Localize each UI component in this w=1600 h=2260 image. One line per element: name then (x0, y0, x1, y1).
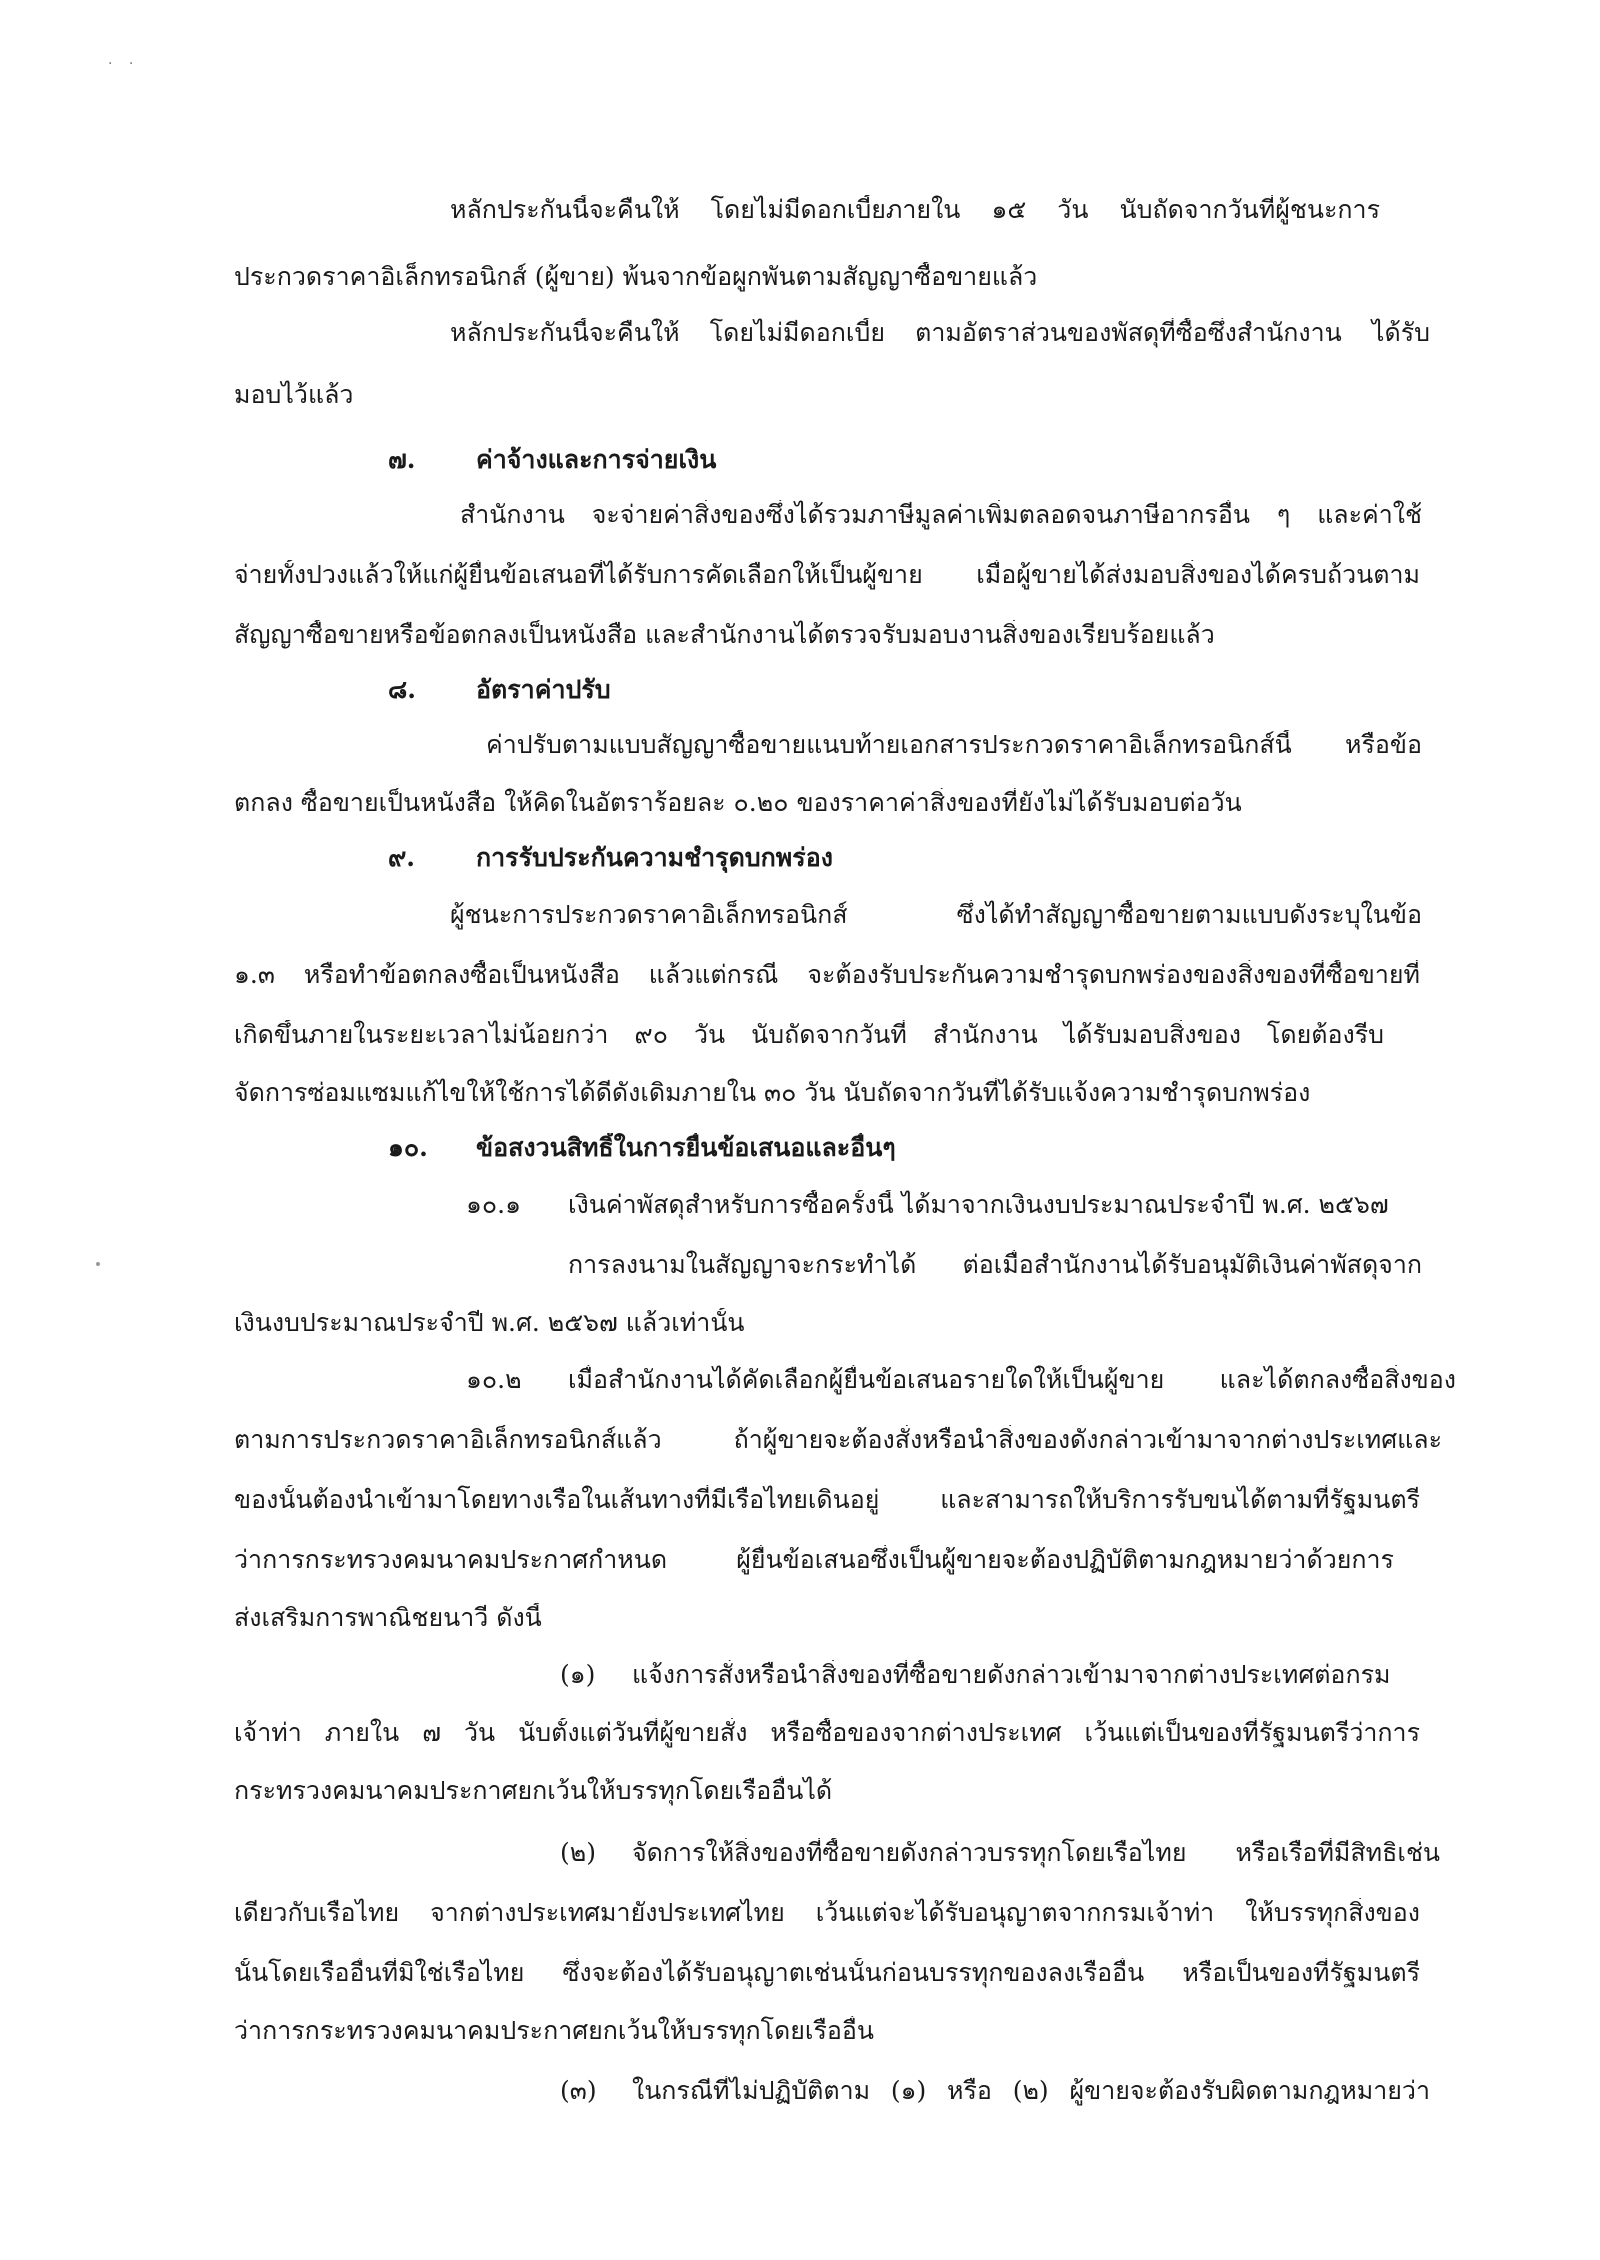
subsection-10-1 (466, 1190, 1422, 1220)
paragraph-line: มอบไว้แล้ว (234, 380, 354, 409)
paragraph-line: ประกวดราคาอิเล็กทรอนิกส์ (ผู้ขาย) พ้นจากข้อผูกพันตามสัญญาซื้อขายแล้ว (234, 262, 1038, 291)
paragraph-line: การลงนามในสัญญาจะกระทำได้ ต่อเมื่อสำนักงานได้รับอนุมัติเงินค่าพัสดุจาก (568, 1250, 1422, 1279)
subsection-number: ๑๐.๑ (466, 1190, 521, 1219)
subsection-10-2 (466, 1365, 1456, 1395)
paragraph-line: หลักประกันนี้จะคืนให้ โดยไม่มีดอกเบี้ยภายใน ๑๕ วัน นับถัดจากวันที่ผู้ชนะการ (450, 195, 1380, 224)
section-number: ๘. (388, 675, 416, 704)
paragraph-line: ๑.๓ หรือทำข้อตกลงซื้อเป็นหนังสือ แล้วแต่กรณี จะต้องรับประกันความชำรุดบกพร่องของสิ่งของที่ซื้อขายที่ (234, 960, 1420, 989)
item-3 (560, 2076, 1430, 2106)
paragraph-line: จัดการซ่อมแซมแก้ไขให้ใช้การได้ดีดังเดิมภายใน ๓๐ วัน นับถัดจากวันที่ได้รับแจ้งความชำรุดบกพร่อง (234, 1078, 1311, 1107)
paragraph-line: สำนักงาน จะจ่ายค่าสิ่งของซึ่งได้รวมภาษีมูลค่าเพิ่มตลอดจนภาษีอากรอื่น ๆ และค่าใช้ (460, 500, 1422, 529)
paragraph-line: ของนั้นต้องนำเข้ามาโดยทางเรือในเส้นทางที่มีเรือไทยเดินอยู่ และสามารถให้บริการรับขนได้ตามที่รัฐมนตรี (234, 1485, 1420, 1514)
paragraph-line: กระทรวงคมนาคมประกาศยกเว้นให้บรรทุกโดยเรืออื่นได้ (234, 1776, 833, 1805)
item-text: ในกรณีที่ไม่ปฏิบัติตาม (๑) หรือ (๒) ผู้ขายจะต้องรับผิดตามกฎหมายว่า (632, 2076, 1430, 2105)
paragraph-line: ตกลง ซื้อขายเป็นหนังสือ ให้คิดในอัตราร้อยละ ๐.๒๐ ของราคาค่าสิ่งของที่ยังไม่ได้รับมอบต่อวัน (234, 788, 1242, 817)
item-text: จัดการให้สิ่งของที่ซื้อขายดังกล่าวบรรทุกโดยเรือไทย หรือเรือที่มีสิทธิเช่น (632, 1838, 1440, 1867)
item-number: (๑) (560, 1660, 596, 1689)
paragraph-line: ตามการประกวดราคาอิเล็กทรอนิกส์แล้ว ถ้าผู้ขายจะต้องสั่งหรือนำสิ่งของดังกล่าวเข้ามาจากต่างประเทศและ (234, 1425, 1442, 1454)
paragraph-line: ว่าการกระทรวงคมนาคมประกาศยกเว้นให้บรรทุกโดยเรืออื่น (234, 2016, 875, 2045)
section-heading-9 (388, 843, 1578, 873)
section-title: ค่าจ้างและการจ่ายเงิน (476, 445, 717, 474)
subsection-number: ๑๐.๒ (466, 1365, 522, 1394)
paragraph-line: สัญญาซื้อขายหรือข้อตกลงเป็นหนังสือ และสำนักงานได้ตรวจรับมอบงานสิ่งของเรียบร้อยแล้ว (234, 620, 1215, 649)
item-2 (560, 1838, 1440, 1868)
paragraph-line: จ่ายทั้งปวงแล้วให้แก่ผู้ยื่นข้อเสนอที่ได้รับการคัดเลือกให้เป็นผู้ขาย เมื่อผู้ขายได้ส่งมอบสิ่งของได้ครบถ้วนตาม (234, 560, 1420, 589)
item-text: แจ้งการสั่งหรือนำสิ่งของที่ซื้อขายดังกล่าวเข้ามาจากต่างประเทศต่อกรม (632, 1660, 1391, 1689)
paragraph-line: ค่าปรับตามแบบสัญญาซื้อขายแนบท้ายเอกสารประกวดราคาอิเล็กทรอนิกส์นี้ หรือข้อ (486, 730, 1422, 759)
item-1 (560, 1660, 1440, 1690)
scan-marks: · · (108, 56, 140, 72)
paragraph-line: ส่งเสริมการพาณิชยนาวี ดังนี้ (234, 1603, 542, 1632)
section-number: ๙. (388, 843, 416, 872)
section-number: ๗. (388, 445, 416, 474)
section-title: การรับประกันความชำรุดบกพร่อง (476, 843, 833, 872)
paragraph-line: นั้นโดยเรืออื่นที่มิใช่เรือไทย ซึ่งจะต้องได้รับอนุญาตเช่นนั้นก่อนบรรทุกของลงเรืออื่น หรือเป็นของที่รัฐมนตรี (234, 1958, 1420, 1987)
section-title: ข้อสงวนสิทธิ์ในการยื่นข้อเสนอและอื่นๆ (476, 1133, 896, 1162)
scan-speck (96, 1262, 100, 1266)
paragraph-line: ผู้ชนะการประกวดราคาอิเล็กทรอนิกส์ ซึ่งได้ทำสัญญาซื้อขายตามแบบดังระบุในข้อ (450, 900, 1422, 929)
paragraph-line: เกิดขึ้นภายในระยะเวลาไม่น้อยกว่า ๙๐ วัน นับถัดจากวันที่ สำนักงาน ได้รับมอบสิ่งของ โดยต้องรีบ (234, 1020, 1384, 1049)
subsection-text: เงินค่าพัสดุสำหรับการซื้อครั้งนี้ ได้มาจากเงินงบประมาณประจำปี พ.ศ. ๒๕๖๗ (568, 1190, 1389, 1219)
section-heading-8 (388, 675, 1578, 705)
item-number: (๒) (560, 1838, 596, 1867)
subsection-text: เมื่อสำนักงานได้คัดเลือกผู้ยื่นข้อเสนอรายใดให้เป็นผู้ขาย และได้ตกลงซื้อสิ่งของ (568, 1365, 1456, 1394)
item-number: (๓) (560, 2076, 597, 2105)
paragraph-line: เดียวกับเรือไทย จากต่างประเทศมายังประเทศไทย เว้นแต่จะได้รับอนุญาตจากกรมเจ้าท่า ให้บรรทุกสิ่งของ (234, 1898, 1420, 1927)
section-heading-7 (388, 445, 1578, 475)
paragraph-line: หลักประกันนี้จะคืนให้ โดยไม่มีดอกเบี้ย ตามอัตราส่วนของพัสดุที่ซื้อซึ่งสำนักงาน ได้รับ (450, 318, 1430, 347)
paragraph-line: เงินงบประมาณประจำปี พ.ศ. ๒๕๖๗ แล้วเท่านั้น (234, 1308, 745, 1337)
section-heading-10 (388, 1133, 1578, 1163)
paragraph-line: เจ้าท่า ภายใน ๗ วัน นับตั้งแต่วันที่ผู้ขายสั่ง หรือซื้อของจากต่างประเทศ เว้นแต่เป็นของที่รัฐมนตรีว่าการ (234, 1718, 1420, 1747)
paragraph-line: ว่าการกระทรวงคมนาคมประกาศกำหนด ผู้ยื่นข้อเสนอซึ่งเป็นผู้ขายจะต้องปฏิบัติตามกฎหมายว่าด้วยการ (234, 1545, 1394, 1574)
section-title: อัตราค่าปรับ (476, 675, 611, 704)
section-number: ๑๐. (388, 1133, 428, 1162)
